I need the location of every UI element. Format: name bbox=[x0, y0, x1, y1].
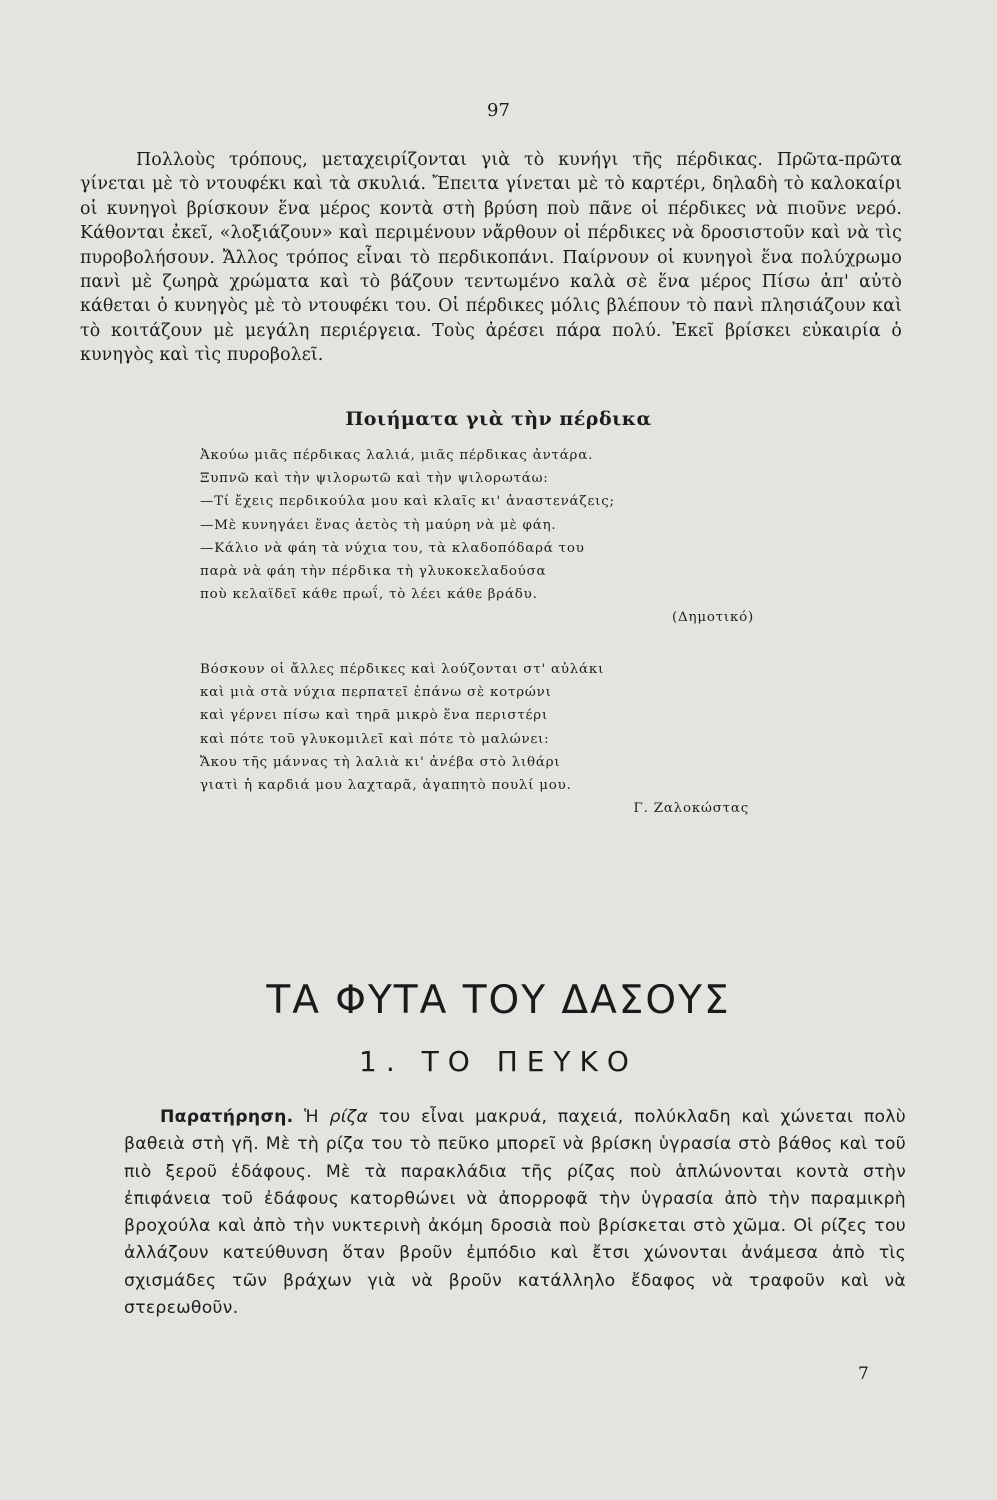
section-title: 1. ΤΟ ΠΕΥΚΟ bbox=[359, 1045, 638, 1078]
poem-line: καὶ μιὰ στὰ νύχια περπατεῖ ἐπάνω σὲ κοτρώνι bbox=[200, 685, 552, 701]
poem-line: Ἀκούω μιᾶς πέρδικας λαλιά, μιᾶς πέρδικας ἀντάρα. bbox=[200, 448, 594, 463]
chapter-title: ΤΑ ΦΥΤΑ ΤΟΥ ΔΑΣΟΥΣ bbox=[266, 978, 731, 1023]
prose-text: Πολλοὺς τρόπους, μεταχειρίζονται γιὰ τὸ κυνήγι τῆς πέρδικας. Πρῶτα-πρῶτα γίνεται μὲ τὸ ντουφέκι καὶ τὰ σκυλιά. Ἔπειτα γίνεται μὲ τὸ καρτέρι, δηλαδὴ τὸ καλοκαίρι οἱ κυνηγοὶ βρίσκουν ἕνα μέρος κοντὰ στὴ βρύση ποὺ πᾶνε οἱ πέρδικες νὰ πιοῦνε νερό. Κάθονται ἐκεῖ, «λοξιάζουν» καὶ περιμένουν νἄρθουν οἱ πέρδικες νὰ δροσιστοῦν καὶ νὰ τὶς πυροβολήσουν. Ἄλλος τρόπος εἶναι τὸ περδικοπάνι. Παίρνουν οἱ κυνηγοὶ ἕνα πολύχρωμο πανὶ μὲ ζωηρὰ χρώματα καὶ τὸ βάζουν τεντωμένο καλὰ σὲ ἕνα μέρος Πίσω ἀπ' αὐτὸ κάθεται ὁ κυνηγὸς μὲ τὸ ντουφέκι του. Οἱ πέρδικες μόλις βλέπουν τὸ πανὶ πλησιάζουν καὶ τὸ κοιτάζουν μὲ μεγάλη περιέργεια. Τοὺς ἀρέσει πάρα πολύ. Ἐκεῖ βρίσκει εὐκαιρία ὁ κυνηγὸς καὶ τὶς πυροβολεῖ. bbox=[80, 150, 902, 366]
observation-pre: Ἡ bbox=[304, 1107, 319, 1127]
poems-heading: Ποιήματα γιὰ τὴν πέρδικα bbox=[345, 408, 652, 430]
folk-poem bbox=[200, 444, 760, 630]
zalokostas-poem bbox=[200, 658, 755, 820]
poem-line: Ξυπνῶ καὶ τὴν ψιλορωτῶ καὶ τὴν ψιλορωτάω: bbox=[200, 471, 549, 487]
poem-line: ποὺ κελαϊδεῖ κάθε πρωΐ, τὸ λέει κάθε βράδυ. bbox=[200, 587, 538, 603]
page-number-bottom: 7 bbox=[858, 1364, 869, 1384]
observation-root-word: ρίζα bbox=[329, 1107, 369, 1127]
page-number-top: 97 bbox=[487, 100, 510, 121]
poem-line: καὶ γέρνει πίσω καὶ τηρᾶ μικρὸ ἕνα περιστέρι bbox=[200, 708, 549, 724]
poem-line: Ἄκου τῆς μάννας τὴ λαλιὰ κι' ἀνέβα στὸ λιθάρι bbox=[200, 754, 561, 770]
partridge-hunting-paragraph bbox=[80, 148, 902, 368]
poem-line: καὶ πότε τοῦ γλυκομιλεῖ καὶ πότε τὸ μαλώνει: bbox=[200, 731, 550, 747]
poem-line: —Κάλιο νὰ φάη τὰ νύχια του, τὰ κλαδοπόδαρά του bbox=[200, 540, 585, 556]
observation-text bbox=[124, 1104, 906, 1322]
poem-line: Βόσκουν οἱ ἄλλες πέρδικες καὶ λούζονται στ' αὐλάκι bbox=[200, 662, 605, 677]
observation-paragraph bbox=[124, 1104, 906, 1322]
observation-label: Παρατήρηση. bbox=[160, 1107, 294, 1127]
poem-line: —Τί ἔχεις περδικούλα μου καὶ κλαῖς κι' ἀναστενάζεις; bbox=[200, 494, 615, 510]
observation-body: του εἶναι μακρυά, παχειά, πολύκλαδη καὶ χώνεται πολὺ βαθειὰ στὴ γῆ. Μὲ τὴ ρίζα του τὸ πεῦκο μπορεῖ νὰ βρίσκη ὑγρασία στὸ βάθος καὶ τοῦ πιὸ ξεροῦ ἐδάφους. Μὲ τὰ παρακλάδια τῆς ρίζας ποὺ ἁπλώνονται κοντὰ στὴν ἐπιφάνεια τοῦ ἐδάφους κατορθώνει νὰ ἀπορροφᾶ τὴν ὑγρασία ἀπὸ τὴν παραμικρὴ βροχούλα καὶ ἀπὸ τὴν νυκτερινὴ ἀκόμη δροσιὰ ποὺ βρίσκεται στὸ χῶμα. Οἱ ρίζες του ἀλλάζουν κατεύθυνση ὅταν βροῦν ἐμπόδιο καὶ ἔτσι χώνονται ἀνάμεσα ἀπὸ τὶς σχισμάδες τῶν βράχων γιὰ νὰ βροῦν κατάλληλο ἔδαφος νὰ τραφοῦν καὶ νὰ στερεωθοῦν. bbox=[124, 1107, 907, 1319]
poem-attribution: (Δημοτικό) bbox=[672, 610, 754, 626]
poem-line: γιατὶ ἡ καρδιά μου λαχταρᾶ, ἀγαπητὸ πουλί μου. bbox=[200, 778, 572, 794]
poem-line: —Μὲ κυνηγάει ἕνας ἀετὸς τὴ μαύρη νὰ μὲ φάη. bbox=[200, 517, 557, 533]
poem-line: παρὰ νὰ φάη τὴν πέρδικα τὴ γλυκοκελαδούσα bbox=[200, 564, 547, 580]
poem-attribution: Γ. Ζαλοκώστας bbox=[633, 801, 749, 817]
